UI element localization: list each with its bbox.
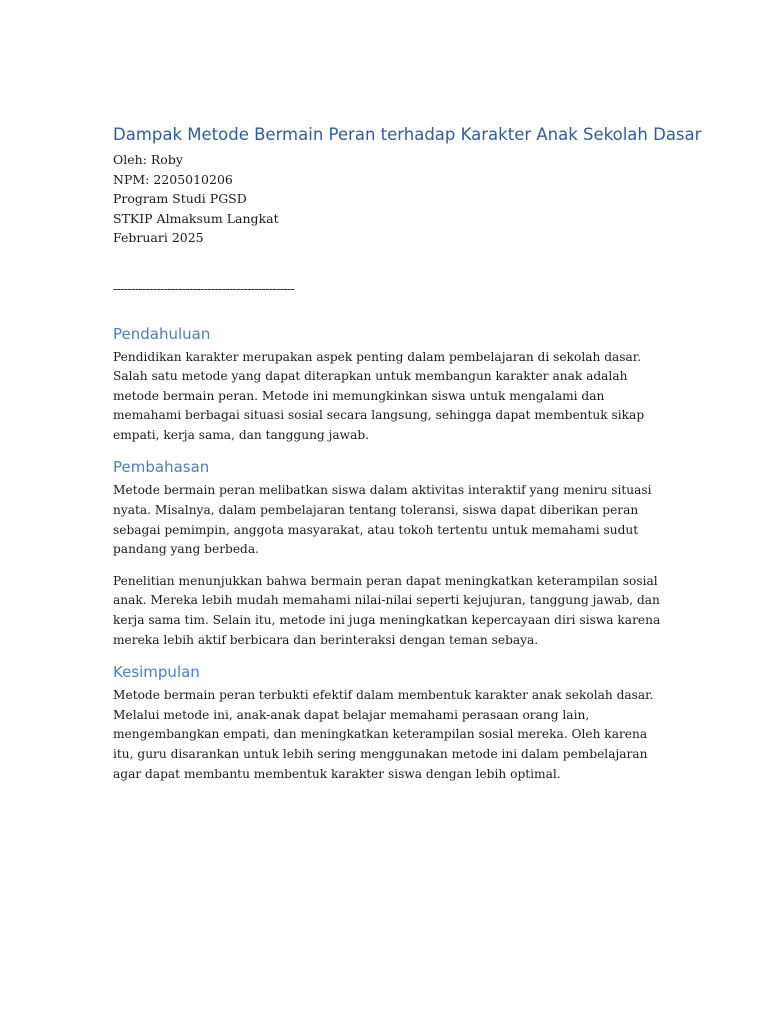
author-info <box>113 150 668 248</box>
section-heading-kesimpulan: Kesimpulan <box>113 663 200 682</box>
paragraph-pembahasan-2: Penelitian menunjukkan bahwa bermain peran dapat meningkatkan keterampilan sosial anak. Mereka lebih mudah memahami nilai-nilai seperti kejujuran, tanggung jawab, dan kerja sama tim. Selain itu, metode ini juga meningkatkan kepercayaan diri siswa karena mereka lebih aktif berbicara dan berinteraksi dengan teman sebaya. <box>113 573 661 647</box>
author-line: Oleh: Roby <box>113 152 183 167</box>
paragraph-pendahuluan-1: Pendidikan karakter merupakan aspek penting dalam pembelajaran di sekolah dasar. Salah satu metode yang dapat diterapkan untuk membangun karakter anak adalah metode bermain peran. Metode ini memungkinkan siswa untuk mengalami dan memahami berbagai situasi sosial secara langsung, sehingga dapat membentuk sikap empati, kerja sama, dan tanggung jawab. <box>113 349 645 442</box>
program-line: Program Studi PGSD <box>113 191 247 206</box>
document-title: Dampak Metode Bermain Peran terhadap Karakter Anak Sekolah Dasar <box>113 125 702 144</box>
npm-line: NPM: 2205010206 <box>113 171 233 187</box>
section-heading-pembahasan: Pembahasan <box>113 458 210 477</box>
date-line: Februari 2025 <box>113 230 204 245</box>
institution-line: STKIP Almaksum Langkat <box>113 210 279 226</box>
divider-line: -------------------------------------------------- <box>113 280 295 296</box>
paragraph-kesimpulan-1: Metode bermain peran terbukti efektif dalam membentuk karakter anak sekolah dasar. Melalui metode ini, anak-anak dapat belajar memahami perasaan orang lain, mengembangkan empati, dan meningkatkan keterampilan sosial mereka. Oleh karena itu, guru disarankan untuk lebih sering menggunakan metode ini dalam pembelajaran agar dapat membantu membentuk karakter siswa dengan lebih optimal. <box>113 688 654 781</box>
section-heading-pendahuluan: Pendahuluan <box>113 324 211 343</box>
paragraph-pembahasan-1: Metode bermain peran melibatkan siswa dalam aktivitas interaktif yang meniru situasi nyata. Misalnya, dalam pembelajaran tentang toleransi, siswa dapat diberikan peran sebagai pemimpin, anggota masyarakat, atau tokoh tertentu untuk memahami sudut pandang yang berbeda. <box>113 483 652 557</box>
